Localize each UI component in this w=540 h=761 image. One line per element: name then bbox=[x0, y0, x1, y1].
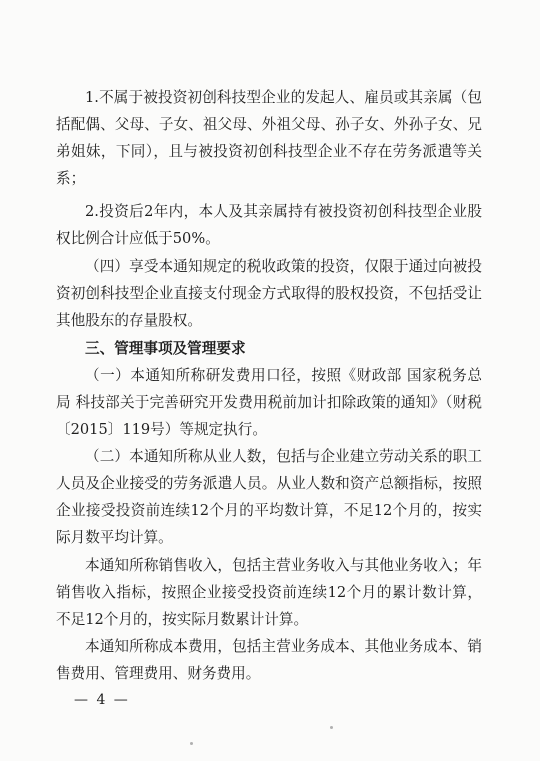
scan-speck bbox=[330, 726, 333, 729]
scan-speck bbox=[190, 742, 193, 745]
paragraph-eligibility-2: 2.投资后2年内，本人及其亲属持有被投资初创科技型企业股权比例合计应低于50%。 bbox=[56, 203, 482, 247]
paragraph-rd-expense: （一）本通知所称研发费用口径，按照《财政部 国家税务总局 科技部关于完善研究开发费用税前加计扣除政策的通知》（财税〔2015〕119号）等规定执行。 bbox=[56, 367, 482, 438]
page-number: — 4 — bbox=[74, 692, 130, 708]
paragraph-sales-revenue: 本通知所称销售收入，包括主营业务收入与其他业务收入；年销售收入指标，按照企业接受投资前连续12个月的累计数计算，不足12个月的，按实际月数累计计算。 bbox=[56, 557, 482, 628]
paragraph-cost-expense: 本通知所称成本费用，包括主营业务成本、其他业务成本、销售费用、管理费用、财务费用。 bbox=[56, 638, 482, 682]
paragraph-employee-count: （二）本通知所称从业人数，包括与企业建立劳动关系的职工人员及企业接受的劳务派遣人员。从业人数和资产总额指标，按照企业接受投资前连续12个月的平均数计算，不足12个月的，按实际月数平均计算。 bbox=[56, 448, 482, 546]
paragraph-eligibility-1: 1.不属于被投资初创科技型企业的发起人、雇员或其亲属（包括配偶、父母、子女、祖父母、外祖父母、孙子女、外孙子女、兄弟姐妹，下同），且与被投资初创科技型企业不存在劳务派遣等关系； bbox=[56, 89, 482, 187]
section-heading-management: 三、管理事项及管理要求 bbox=[85, 340, 246, 357]
paragraph-clause-4: （四）享受本通知规定的税收政策的投资，仅限于通过向被投资初创科技型企业直接支付现金方式取得的股权投资，不包括受让其他股东的存量股权。 bbox=[56, 258, 482, 329]
